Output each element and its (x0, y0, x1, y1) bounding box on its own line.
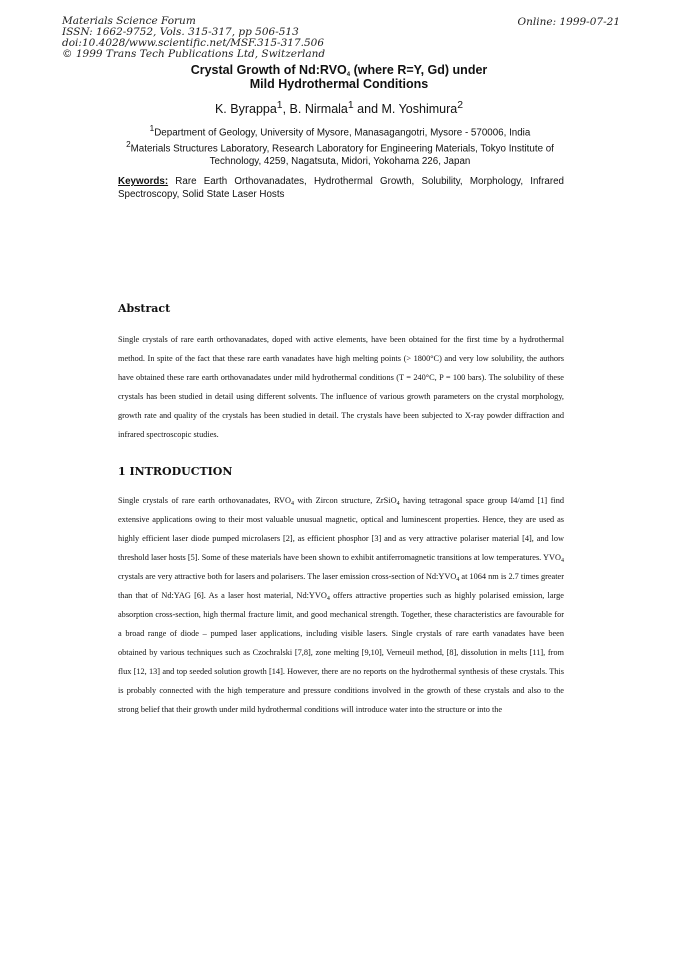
keywords-text: Rare Earth Orthovanadates, Hydrothermal Growth, Solubility, Morphology, Infrared Spectroscopy, Solid State Laser Hosts (118, 176, 564, 200)
keywords (118, 176, 564, 201)
doi-link[interactable]: doi:10.4028/www.scientific.net/MSF.315-317.506 (62, 37, 325, 49)
abstract-text: Single crystals of rare earth orthovanadates, doped with active elements, have been obtained for the first time by a hydrothermal method. In spite of the fact that these rare earth vanadates have high melting points (> 1800°C) and very low solubility, the authors have obtained these rare earth orthovanadates under mild hydrothermal conditions (T = 240°C, P = 100 bars). The solubility of these crystals has been studied in detail using different solvents. The influence of various growth parameters on the crystal morphology, growth rate and quality of the crystals has been studied in detail. The crystals have been subjected to X-ray powder diffraction and infrared spectroscopic studies. (118, 335, 564, 439)
online-date: Online: 1999-07-21 (517, 16, 620, 28)
affiliation-1: $^1$Department of Geology, University of Mysore, Manasagangotri, Mysore - 570006, India (149, 124, 531, 139)
copyright-line: © 1999 Trans Tech Publications Ltd, Switzerland (62, 48, 326, 60)
publication-info (62, 16, 325, 60)
issn-line: ISSN: 1662-9752, Vols. 315-317, pp 506-513 (62, 26, 299, 38)
keywords-label: Keywords: (118, 176, 169, 187)
paper-title-line2: Mild Hydrothermal Conditions (249, 77, 429, 91)
author-list: K. Byrappa$^1$, B. Nirmala$^1$ and M. Yoshimura$^2$ (214, 100, 464, 117)
affiliation-2: $^2$Materials Structures Laboratory, Research Laboratory for Engineering Materials, Tokyo Institute of Technology, 4259, Nagatsuta, Midori, Yokohama 226, Japan (126, 140, 554, 168)
journal-name: Materials Science Forum (62, 15, 196, 27)
introduction-heading: 1 INTRODUCTION (118, 465, 233, 478)
abstract-heading: Abstract (118, 302, 171, 315)
author-name: and M. Yoshimura (353, 102, 458, 117)
author-name: , B. Nirmala (282, 102, 348, 117)
author-name: K. Byrappa (214, 102, 277, 117)
paper-title-line1: Crystal Growth of $Nd:RVO_4$ (where R=Y, Gd) under (190, 63, 488, 78)
introduction-text: Single crystals of rare earth orthovanadates, $RVO_4$ with Zircon structure, ZrSiO$_4$ having tetragonal space group I4/amd [1] find extensive applications owing to their most valuable unusual magnetic, optical and luminescent properties. Hence, they are used as highly efficient laser diode pumped microlasers [2], as efficient phosphor [3] and as very attractive polariser material [4], and low threshold laser hosts [5]. Some of these materials have been shown to exhibit antiferromagnetic transitions at low temperatures. $YVO_4$ crystals are very attractive both for lasers and polarisers. The laser emission cross-section of $Nd:YVO_4$ at 1064 nm is 2.7 times greater than that of Nd:YAG [6]. As a laser host material, $Nd:YVO_4$ offers attractive properties such as highly polarised emission, large absorption cross-section, high thermal fracture limit, and good mechanical strength. Together, these characteristics are favourable for a broad range of diode – pumped laser applications, including visible lasers. Single crystals of rare earth vanadates have been obtained by various techniques such as Czochralski [7,8], zone melting [9,10], Verneuil method, [8], dissolution in melts [11], from flux [12, 13] and top seeded solution growth [14]. However, there are no reports on the hydrothermal synthesis of these crystals. This is probably connected with the high temperature and pressure conditions involved in the growth of these crystals and also to the strong belief that their growth under mild hydrothermal conditions will introduce water into the structure or into the (118, 496, 564, 714)
